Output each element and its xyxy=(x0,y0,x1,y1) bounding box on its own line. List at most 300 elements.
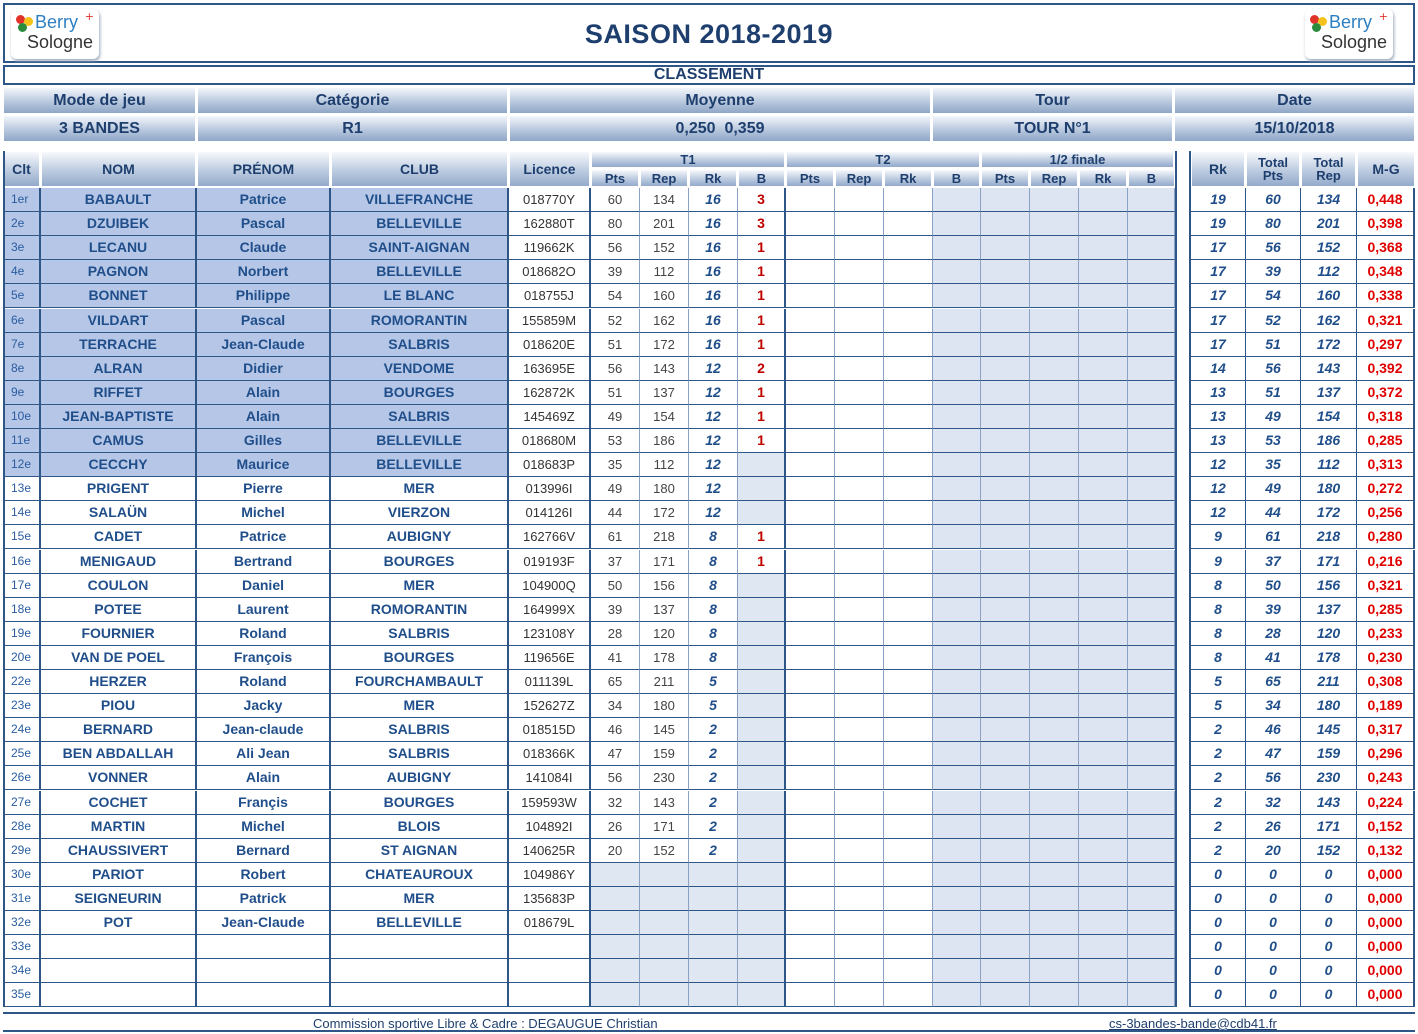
cell-t1-rk: 8 xyxy=(689,550,738,574)
table-row xyxy=(3,815,1415,839)
cell-t2-rk xyxy=(884,309,933,333)
cell-final-b xyxy=(1128,911,1175,935)
cell-t1-rk: 16 xyxy=(689,212,738,236)
cell-t1-rk xyxy=(689,935,738,959)
info-value-categorie: R1 xyxy=(197,115,508,142)
cell-clt: 32e xyxy=(3,911,41,935)
cell-final-rk xyxy=(1079,815,1128,839)
cell-licence: 011139L xyxy=(509,670,591,694)
cell-prenom: Gilles xyxy=(197,429,331,453)
cell-t2-b xyxy=(933,333,981,357)
cell-final-rep xyxy=(1030,887,1079,911)
cell-t2-pts xyxy=(786,453,835,477)
cell-t2-b xyxy=(933,405,981,429)
cell-t1-rk: 2 xyxy=(689,839,738,863)
cell-total-rk: 17 xyxy=(1191,309,1246,333)
cell-t2-rk xyxy=(884,718,933,742)
cell-t2-pts xyxy=(786,694,835,718)
cell-t1-b xyxy=(738,863,786,887)
cell-final-rep xyxy=(1030,766,1079,790)
info-value-moyenne: 0,250 0,359 xyxy=(509,115,931,142)
cell-total-pts: 26 xyxy=(1246,815,1301,839)
cell-final-rk xyxy=(1079,550,1128,574)
cell-t2-pts xyxy=(786,742,835,766)
cell-final-rep xyxy=(1030,959,1079,983)
cell-total-rk: 2 xyxy=(1191,791,1246,815)
cell-final-pts xyxy=(981,550,1030,574)
cell-final-rep xyxy=(1030,453,1079,477)
cell-nom: BABAULT xyxy=(41,188,197,212)
table-row xyxy=(3,622,1415,646)
cell-t2-rk xyxy=(884,815,933,839)
cell-t1-pts: 56 xyxy=(591,357,640,381)
cell-mg: 0,285 xyxy=(1357,598,1415,622)
cell-t2-pts xyxy=(786,791,835,815)
cell-final-rk xyxy=(1079,791,1128,815)
cell-final-b xyxy=(1128,959,1175,983)
cell-nom: RIFFET xyxy=(41,381,197,405)
cell-final-pts xyxy=(981,887,1030,911)
cell-mg: 0,230 xyxy=(1357,646,1415,670)
cell-nom: LECANU xyxy=(41,236,197,260)
cell-prenom: François xyxy=(197,646,331,670)
cell-t2-rep xyxy=(835,188,884,212)
logo-dots-icon xyxy=(1310,15,1328,33)
cell-total-rk: 9 xyxy=(1191,525,1246,549)
cell-t1-rep: 180 xyxy=(640,477,689,501)
cell-t1-pts xyxy=(591,863,640,887)
cell-t1-pts xyxy=(591,887,640,911)
cell-final-pts xyxy=(981,718,1030,742)
cell-t1-b xyxy=(738,742,786,766)
cell-t1-b xyxy=(738,959,786,983)
cell-t1-pts: 49 xyxy=(591,405,640,429)
cell-total-pts: 0 xyxy=(1246,935,1301,959)
cell-t1-rk: 12 xyxy=(689,453,738,477)
cell-total-pts: 80 xyxy=(1246,212,1301,236)
cell-t2-rep xyxy=(835,357,884,381)
cell-prenom: Michel xyxy=(197,815,331,839)
cell-t1-rk: 5 xyxy=(689,670,738,694)
cell-licence: 135683P xyxy=(509,887,591,911)
cell-t2-b xyxy=(933,381,981,405)
cell-final-pts xyxy=(981,260,1030,284)
cell-final-pts xyxy=(981,766,1030,790)
cell-nom: FOURNIER xyxy=(41,622,197,646)
col-header-demi-finale-pts: Pts xyxy=(981,169,1029,187)
cell-nom: PARIOT xyxy=(41,863,197,887)
cell-t1-rk: 2 xyxy=(689,742,738,766)
cell-t2-pts xyxy=(786,405,835,429)
cell-prenom: Daniel xyxy=(197,574,331,598)
cell-t2-rk xyxy=(884,694,933,718)
cell-licence: 119662K xyxy=(509,236,591,260)
cell-t2-rep xyxy=(835,983,884,1007)
cell-licence: 152627Z xyxy=(509,694,591,718)
cell-final-rep xyxy=(1030,212,1079,236)
cell-prenom: Claude xyxy=(197,236,331,260)
cell-t1-pts xyxy=(591,935,640,959)
cell-total-rk: 12 xyxy=(1191,501,1246,525)
cell-t1-pts: 56 xyxy=(591,766,640,790)
cell-final-b xyxy=(1128,766,1175,790)
cell-t1-pts: 39 xyxy=(591,598,640,622)
cell-clt: 24e xyxy=(3,718,41,742)
cell-total-pts: 0 xyxy=(1246,983,1301,1007)
cell-final-pts xyxy=(981,815,1030,839)
cell-t1-pts: 39 xyxy=(591,260,640,284)
cell-nom: BEN ABDALLAH xyxy=(41,742,197,766)
cell-nom: COULON xyxy=(41,574,197,598)
cell-t1-rk: 12 xyxy=(689,477,738,501)
cell-nom: PRIGENT xyxy=(41,477,197,501)
cell-prenom: Jacky xyxy=(197,694,331,718)
cell-nom: VONNER xyxy=(41,766,197,790)
page-header xyxy=(3,3,1415,63)
cell-total-rk: 19 xyxy=(1191,188,1246,212)
cell-mg: 0,000 xyxy=(1357,887,1415,911)
cell-licence: 018680M xyxy=(509,429,591,453)
cell-total-rk: 17 xyxy=(1191,236,1246,260)
cell-clt: 23e xyxy=(3,694,41,718)
col-group-demi-finale: 1/2 finale xyxy=(981,151,1174,168)
cell-total-pts: 47 xyxy=(1246,742,1301,766)
cell-prenom xyxy=(197,959,331,983)
cell-t2-rk xyxy=(884,284,933,308)
cell-t1-rk: 16 xyxy=(689,260,738,284)
cell-final-pts xyxy=(981,453,1030,477)
cell-club: VIERZON xyxy=(331,501,509,525)
cell-t2-b xyxy=(933,574,981,598)
cell-licence: 019193F xyxy=(509,550,591,574)
info-value-tour: TOUR N°1 xyxy=(932,115,1173,142)
cell-t1-b xyxy=(738,839,786,863)
cell-t1-b xyxy=(738,815,786,839)
cell-final-rep xyxy=(1030,550,1079,574)
cell-t2-pts xyxy=(786,550,835,574)
cell-total-rk: 13 xyxy=(1191,381,1246,405)
cell-t1-rk: 16 xyxy=(689,309,738,333)
cell-t1-b xyxy=(738,935,786,959)
cell-total-rk: 8 xyxy=(1191,646,1246,670)
cell-final-pts xyxy=(981,839,1030,863)
cell-final-pts xyxy=(981,791,1030,815)
table-row xyxy=(3,646,1415,670)
cell-nom: MENIGAUD xyxy=(41,550,197,574)
cell-clt: 11e xyxy=(3,429,41,453)
cell-total-pts: 56 xyxy=(1246,766,1301,790)
cell-t2-b xyxy=(933,598,981,622)
cell-t2-rk xyxy=(884,863,933,887)
cell-licence: 164999X xyxy=(509,598,591,622)
cell-final-rep xyxy=(1030,646,1079,670)
cell-total-rk: 8 xyxy=(1191,622,1246,646)
cell-total-rep: 152 xyxy=(1301,839,1357,863)
cell-club: BOURGES xyxy=(331,791,509,815)
cell-licence: 162872K xyxy=(509,381,591,405)
cell-t1-rep: 162 xyxy=(640,309,689,333)
cell-licence: 104900Q xyxy=(509,574,591,598)
cell-t1-rep xyxy=(640,959,689,983)
cell-club: MER xyxy=(331,694,509,718)
cell-t2-pts xyxy=(786,188,835,212)
cell-clt: 33e xyxy=(3,935,41,959)
cell-final-rep xyxy=(1030,525,1079,549)
cell-t2-pts xyxy=(786,670,835,694)
cell-final-rep xyxy=(1030,284,1079,308)
cell-prenom: Françis xyxy=(197,791,331,815)
cell-club: BOURGES xyxy=(331,646,509,670)
cell-total-rep: 159 xyxy=(1301,742,1357,766)
cell-final-rep xyxy=(1030,718,1079,742)
cell-total-rk: 12 xyxy=(1191,477,1246,501)
cell-t1-pts: 54 xyxy=(591,284,640,308)
cell-club: CHATEAUROUX xyxy=(331,863,509,887)
cell-total-pts: 51 xyxy=(1246,333,1301,357)
cell-total-rep: 0 xyxy=(1301,863,1357,887)
cell-total-pts: 20 xyxy=(1246,839,1301,863)
cell-prenom: Alain xyxy=(197,405,331,429)
cell-club: VENDOME xyxy=(331,357,509,381)
cell-total-rep: 0 xyxy=(1301,887,1357,911)
cell-total-rep: 143 xyxy=(1301,357,1357,381)
cell-t1-b xyxy=(738,983,786,1007)
cell-t1-rep: 152 xyxy=(640,236,689,260)
cell-final-pts xyxy=(981,670,1030,694)
cell-licence: 013996I xyxy=(509,477,591,501)
cell-t2-b xyxy=(933,477,981,501)
cell-t2-pts xyxy=(786,839,835,863)
cell-clt: 18e xyxy=(3,598,41,622)
cell-final-rep xyxy=(1030,309,1079,333)
footer-email-link[interactable]: cs-3bandes-bande@cdb41.fr xyxy=(1109,1016,1277,1031)
cell-t2-pts xyxy=(786,284,835,308)
cell-final-b xyxy=(1128,670,1175,694)
cell-t1-rk: 12 xyxy=(689,501,738,525)
cell-total-rep: 0 xyxy=(1301,935,1357,959)
cell-total-rk: 0 xyxy=(1191,887,1246,911)
cell-t2-pts xyxy=(786,983,835,1007)
cell-total-pts: 34 xyxy=(1246,694,1301,718)
cell-clt: 5e xyxy=(3,284,41,308)
table-row xyxy=(3,429,1415,453)
cell-mg: 0,338 xyxy=(1357,284,1415,308)
cell-clt: 4e xyxy=(3,260,41,284)
cell-t2-rep xyxy=(835,260,884,284)
table-row xyxy=(3,477,1415,501)
cell-clt: 1er xyxy=(3,188,41,212)
cell-final-b xyxy=(1128,453,1175,477)
info-value-date: 15/10/2018 xyxy=(1174,115,1415,142)
cell-t1-rk xyxy=(689,983,738,1007)
table-row xyxy=(3,188,1415,212)
cell-nom: MARTIN xyxy=(41,815,197,839)
cell-licence: 018770Y xyxy=(509,188,591,212)
cell-final-pts xyxy=(981,742,1030,766)
cell-final-rk xyxy=(1079,766,1128,790)
cell-t1-rk: 8 xyxy=(689,622,738,646)
cell-clt: 2e xyxy=(3,212,41,236)
cell-licence: 140625R xyxy=(509,839,591,863)
cell-t2-rk xyxy=(884,598,933,622)
table-row xyxy=(3,405,1415,429)
cell-t1-pts: 51 xyxy=(591,381,640,405)
cell-t1-b xyxy=(738,718,786,742)
table-row xyxy=(3,381,1415,405)
cell-total-rep: 120 xyxy=(1301,622,1357,646)
table-row xyxy=(3,525,1415,549)
cell-clt: 10e xyxy=(3,405,41,429)
table-row xyxy=(3,887,1415,911)
cell-t2-b xyxy=(933,863,981,887)
cell-total-rep: 137 xyxy=(1301,598,1357,622)
cell-total-rk: 0 xyxy=(1191,983,1246,1007)
cell-t1-b xyxy=(738,670,786,694)
cell-t1-b xyxy=(738,598,786,622)
cell-club: BELLEVILLE xyxy=(331,212,509,236)
cell-t1-b: 1 xyxy=(738,550,786,574)
cell-t1-b: 1 xyxy=(738,260,786,284)
cell-final-pts xyxy=(981,959,1030,983)
cell-mg: 0,448 xyxy=(1357,188,1415,212)
cell-final-rk xyxy=(1079,477,1128,501)
cell-total-rk: 17 xyxy=(1191,333,1246,357)
cell-total-pts: 41 xyxy=(1246,646,1301,670)
cell-final-b xyxy=(1128,188,1175,212)
cell-club: LE BLANC xyxy=(331,284,509,308)
cell-t1-pts: 50 xyxy=(591,574,640,598)
cell-prenom: Alain xyxy=(197,766,331,790)
cell-t2-pts xyxy=(786,333,835,357)
cell-t1-pts: 20 xyxy=(591,839,640,863)
table-row xyxy=(3,791,1415,815)
cell-t1-rep: 230 xyxy=(640,766,689,790)
cell-total-pts: 0 xyxy=(1246,887,1301,911)
cell-t2-rk xyxy=(884,911,933,935)
page-footer xyxy=(3,1012,1415,1032)
cell-clt: 35e xyxy=(3,983,41,1007)
cell-final-rk xyxy=(1079,501,1128,525)
cell-t1-rk: 2 xyxy=(689,815,738,839)
cell-t2-rep xyxy=(835,863,884,887)
cell-t2-rep xyxy=(835,525,884,549)
cell-t2-rep xyxy=(835,453,884,477)
cell-t2-rep xyxy=(835,839,884,863)
cell-nom: SEIGNEURIN xyxy=(41,887,197,911)
cell-total-rep: 171 xyxy=(1301,815,1357,839)
cell-mg: 0,216 xyxy=(1357,550,1415,574)
cell-final-b xyxy=(1128,284,1175,308)
cell-t1-b xyxy=(738,694,786,718)
logo-plus-icon: + xyxy=(1378,10,1388,23)
table-row xyxy=(3,742,1415,766)
cell-t2-rep xyxy=(835,935,884,959)
cell-final-rep xyxy=(1030,815,1079,839)
cell-t1-pts: 46 xyxy=(591,718,640,742)
col-header-demi-finale-rep: Rep xyxy=(1030,169,1078,187)
cell-mg: 0,152 xyxy=(1357,815,1415,839)
cell-club: BOURGES xyxy=(331,550,509,574)
cell-clt: 19e xyxy=(3,622,41,646)
table-row xyxy=(3,309,1415,333)
cell-final-rk xyxy=(1079,935,1128,959)
cell-clt: 17e xyxy=(3,574,41,598)
cell-t1-b xyxy=(738,501,786,525)
cell-prenom: Bernard xyxy=(197,839,331,863)
cell-final-pts xyxy=(981,646,1030,670)
cell-t1-rep: 145 xyxy=(640,718,689,742)
cell-t1-pts: 52 xyxy=(591,309,640,333)
cell-t2-b xyxy=(933,501,981,525)
cell-mg: 0,243 xyxy=(1357,766,1415,790)
cell-final-rk xyxy=(1079,236,1128,260)
cell-total-pts: 49 xyxy=(1246,477,1301,501)
cell-total-rk: 12 xyxy=(1191,453,1246,477)
table-row xyxy=(3,598,1415,622)
cell-t1-rep xyxy=(640,887,689,911)
cell-t2-rk xyxy=(884,236,933,260)
cell-final-b xyxy=(1128,236,1175,260)
cell-clt: 27e xyxy=(3,791,41,815)
cell-final-rk xyxy=(1079,381,1128,405)
cell-licence: 123108Y xyxy=(509,622,591,646)
cell-t1-rk xyxy=(689,887,738,911)
cell-final-rk xyxy=(1079,718,1128,742)
cell-t2-rep xyxy=(835,646,884,670)
cell-prenom: Michel xyxy=(197,501,331,525)
cell-final-pts xyxy=(981,574,1030,598)
cell-final-rk xyxy=(1079,188,1128,212)
cell-t1-rep: 154 xyxy=(640,405,689,429)
cell-mg: 0,321 xyxy=(1357,574,1415,598)
cell-t2-pts xyxy=(786,622,835,646)
cell-licence: 018682O xyxy=(509,260,591,284)
cell-total-rep: 178 xyxy=(1301,646,1357,670)
cell-mg: 0,372 xyxy=(1357,381,1415,405)
cell-final-rk xyxy=(1079,959,1128,983)
cell-t2-b xyxy=(933,212,981,236)
cell-final-rep xyxy=(1030,670,1079,694)
cell-final-b xyxy=(1128,598,1175,622)
cell-t2-rep xyxy=(835,333,884,357)
cell-prenom: Pierre xyxy=(197,477,331,501)
cell-t2-rk xyxy=(884,887,933,911)
cell-final-pts xyxy=(981,309,1030,333)
cell-total-rk: 0 xyxy=(1191,863,1246,887)
cell-total-rep: 112 xyxy=(1301,453,1357,477)
cell-mg: 0,272 xyxy=(1357,477,1415,501)
cell-total-rep: 218 xyxy=(1301,525,1357,549)
cell-final-rep xyxy=(1030,742,1079,766)
cell-t2-rep xyxy=(835,236,884,260)
cell-mg: 0,224 xyxy=(1357,791,1415,815)
cell-final-pts xyxy=(981,188,1030,212)
cell-total-rk: 2 xyxy=(1191,815,1246,839)
cell-final-rk xyxy=(1079,983,1128,1007)
cell-t2-rk xyxy=(884,550,933,574)
cell-t2-b xyxy=(933,260,981,284)
cell-t2-rk xyxy=(884,983,933,1007)
cell-total-pts: 39 xyxy=(1246,260,1301,284)
cell-club xyxy=(331,959,509,983)
cell-t2-b xyxy=(933,959,981,983)
cell-nom: JEAN-BAPTISTE xyxy=(41,405,197,429)
cell-club: BELLEVILLE xyxy=(331,453,509,477)
cell-t2-rep xyxy=(835,670,884,694)
cell-total-rep: 145 xyxy=(1301,718,1357,742)
cell-club: MER xyxy=(331,477,509,501)
cell-t1-rep: 160 xyxy=(640,284,689,308)
